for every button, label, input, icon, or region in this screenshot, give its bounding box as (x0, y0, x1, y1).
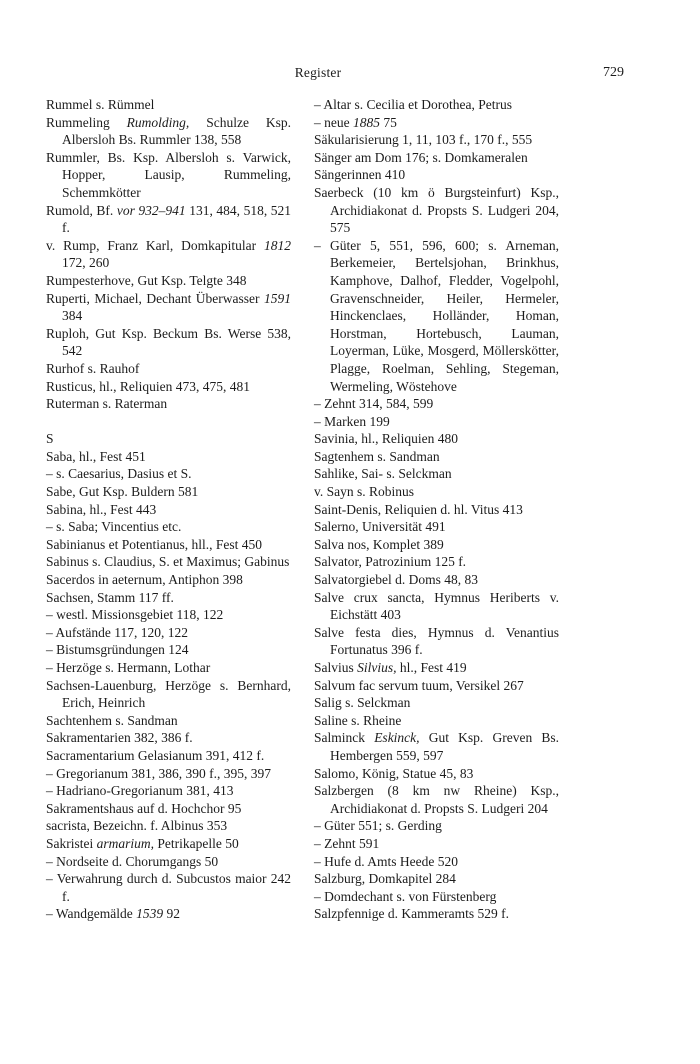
entry-text: Salva nos, Komplet 389 (314, 536, 444, 552)
entry-italic: armarium, (96, 835, 155, 851)
entry-text: Ruterman s. Raterman (46, 396, 168, 412)
index-entry (314, 536, 559, 554)
entry-italic: 1591 (264, 290, 291, 306)
entry-text: – Herzöge s. Hermann, Lothar (46, 660, 211, 675)
index-entry (46, 202, 291, 237)
page-number: 729 (603, 65, 624, 80)
entry-italic: Silvius, (357, 660, 397, 675)
index-entry (46, 483, 291, 501)
entry-text: Sänger am Dom 176; s. Domkameralen (314, 149, 528, 165)
index-entry (314, 430, 559, 448)
index-entry (46, 553, 291, 571)
index-entry (46, 501, 291, 519)
entry-text: Sabinus s. Claudius, S. et Maximus; Gabinus (46, 554, 290, 570)
entry-text: Sachsen-Lauenburg, Herzöge s. Bernhard, Erich, Heinrich (46, 677, 291, 711)
entry-text-after: Schulze Ksp. Albersloh Bs. Rummler 138, 558 (62, 114, 291, 148)
entry-text-after: hl., Fest 419 (396, 660, 467, 675)
index-entry (46, 606, 291, 624)
entry-text: Sängerinnen 410 (314, 167, 406, 183)
index-entry (314, 395, 559, 413)
index-entry (314, 677, 559, 695)
entry-text: Rummeling (46, 114, 127, 130)
entry-italic: 1812 (264, 237, 291, 253)
entry-text: – Güter 551; s. Gerding (314, 818, 442, 834)
entry-text: Sagtenhem s. Sandman (314, 448, 440, 464)
entry-text: Sacramentarium Gelasianum 391, 412 f. (46, 747, 265, 763)
entry-text: Saint-Denis, Reliquien d. hl. Vitus 413 (314, 501, 523, 517)
index-entry (46, 905, 291, 923)
entry-text: – Aufstände 117, 120, 122 (46, 624, 188, 640)
entry-text: Sakramentshaus auf d. Hochchor 95 (46, 800, 242, 816)
entry-text: Salzpfennige d. Kammeramts 529 f. (314, 906, 509, 922)
index-entry (314, 131, 559, 149)
index-entry (46, 272, 291, 290)
index-entry (46, 641, 291, 659)
entry-text: sacrista, Bezeichn. f. Albinus 353 (46, 818, 228, 834)
index-entry (314, 553, 559, 571)
index-entry (314, 96, 559, 114)
index-entry (46, 765, 291, 783)
index-entry (314, 729, 559, 764)
index-entry (314, 149, 559, 167)
entry-text: Rummler, Bs. Ksp. Albersloh s. Varwick, Hopper, Lausip, Rummeling, Schemmkötter (46, 149, 291, 200)
index-entry (46, 870, 291, 905)
index-entry (46, 448, 291, 466)
entry-text: Salve festa dies, Hymnus d. Venantius Fortunatus 396 f. (314, 624, 559, 658)
entry-text: Rurhof s. Rauhof (46, 360, 140, 376)
entry-text: Rumold, Bf. (46, 202, 117, 218)
entry-text: Rumpesterhove, Gut Ksp. Telgte 348 (46, 272, 247, 288)
entry-text: Sabina, hl., Fest 443 (46, 501, 157, 517)
index-entry (314, 853, 559, 871)
entry-text: Salerno, Universität 491 (314, 519, 446, 535)
index-entry (46, 360, 291, 378)
entry-text: – Gregorianum 381, 386, 390 f., 395, 397 (46, 765, 271, 781)
entry-text: Salig s. Selckman (314, 695, 411, 711)
index-entry (46, 395, 291, 413)
index-entry (314, 114, 559, 132)
entry-italic: vor 932–941 (116, 202, 186, 218)
entry-text: Salvatorgiebel d. Doms 48, 83 (314, 572, 478, 588)
index-entry (46, 817, 291, 835)
entry-text: Sakristei (46, 835, 97, 851)
running-header: Register (294, 65, 342, 80)
index-entry (314, 465, 559, 483)
entry-text: Sabe, Gut Ksp. Buldern 581 (46, 484, 199, 500)
index-entry (46, 747, 291, 765)
index-entry (314, 589, 559, 624)
entry-text-after: 384 (62, 308, 83, 324)
index-entry (314, 765, 559, 783)
entry-text: Ruploh, Gut Ksp. Beckum Bs. Werse 538, 542 (46, 325, 291, 359)
index-entry (46, 712, 291, 730)
entry-text-after: Petrikapelle 50 (154, 835, 239, 851)
index-entry (46, 659, 291, 677)
index-entry (314, 712, 559, 730)
index-entry (314, 571, 559, 589)
index-entry (46, 536, 291, 554)
entry-text: Salvator, Patrozinium 125 f. (314, 554, 467, 570)
entry-text: Sachsen, Stamm 117 ff. (46, 589, 174, 605)
index-entry (46, 782, 291, 800)
index-entry (314, 184, 559, 237)
entry-italic: Rumolding, (126, 114, 190, 130)
entry-text: Salminck (314, 730, 375, 746)
entry-text: Salzbergen (8 km nw Rheine) Ksp., Archidiakonat d. Propsts S. Ludgeri 204 (314, 783, 559, 816)
index-entry (46, 835, 291, 853)
index-entry (314, 835, 559, 853)
entry-text: – Zehnt 591 (314, 835, 380, 851)
index-entry (46, 290, 291, 325)
entry-text: v. Rump, Franz Karl, Domkapitular (46, 237, 264, 253)
index-entry (46, 114, 291, 149)
entry-text-after: 92 (163, 906, 181, 922)
entry-text: – s. Saba; Vincentius etc. (46, 519, 182, 535)
entry-text-after: 75 (379, 114, 397, 130)
index-column-left (46, 96, 291, 923)
entry-text: Saline s. Rheine (314, 712, 402, 728)
index-entry (314, 166, 559, 184)
entry-text: – westl. Missionsgebiet 118, 122 (46, 607, 224, 623)
entry-text: Savinia, hl., Reliquien 480 (314, 431, 458, 447)
index-entry (46, 853, 291, 871)
entry-italic: Eskinck, (374, 730, 420, 746)
index-entry (314, 782, 559, 817)
entry-text: – Marken 199 (314, 413, 390, 429)
entry-text-after: 131, 484, 518, 521 f. (62, 202, 292, 236)
entry-text: Salvius (314, 660, 358, 675)
index-entry (46, 589, 291, 607)
index-entry (314, 694, 559, 712)
entry-text: – s. Caesarius, Dasius et S. (46, 466, 192, 482)
index-entry (314, 483, 559, 501)
index-entry (46, 677, 291, 712)
entry-text-after: Gut Ksp. Greven Bs. Hembergen 559, 597 (330, 730, 559, 763)
entry-text: Ruperti, Michael, Dechant Überwasser (46, 290, 264, 306)
entry-text: – Nordseite d. Chorumgangs 50 (46, 853, 219, 869)
entry-italic: 1539 (136, 906, 164, 922)
entry-text: Sahlike, Sai- s. Selckman (314, 466, 452, 482)
index-entry (314, 888, 559, 906)
index-entry (46, 571, 291, 589)
index-entry (314, 817, 559, 835)
index-entry (46, 325, 291, 360)
index-entry (46, 149, 291, 202)
entry-text: Rusticus, hl., Reliquien 473, 475, 481 (46, 378, 250, 394)
index-entry (46, 729, 291, 747)
entry-text: Salomo, König, Statue 45, 83 (314, 765, 474, 781)
entry-text: Säkularisierung 1, 11, 103 f., 170 f., 555 (314, 132, 533, 148)
index-entry (46, 800, 291, 818)
entry-text: Rummel s. Rümmel (46, 97, 155, 112)
entry-text: – neue (314, 114, 353, 130)
index-entry (314, 413, 559, 431)
entry-text: Saerbeck (10 km ö Burgsteinfurt) Ksp., Archidiakonat d. Propsts S. Ludgeri 204, 575 (314, 184, 559, 236)
entry-text-after: 172, 260 (62, 255, 110, 271)
index-entry (314, 905, 559, 923)
index-entry (314, 624, 559, 659)
entry-text: – Wandgemälde (46, 906, 137, 922)
index-entry (314, 237, 559, 395)
index-entry (314, 659, 559, 677)
entry-text: – Güter 5, 551, 596, 600; s. Arneman, Berkemeier, Bertelsjohan, Brinkhus, Kamphove, Dalhof, Fledder, Vogelpohl, Gravenschneider, Heiler, Hermeler, Hinckenclaes, Holländer, Homan, Horstman, Hortebusch, Lauman, Loyerman, Lüke, Mosgerd, Möllerskötter, Plagge, Roelman, Sehling, Stegeman, Wermeling, Wöstehove (314, 237, 559, 394)
entry-text: – Domdechant s. von Fürstenberg (314, 888, 497, 904)
index-entry (314, 518, 559, 536)
index-entry (314, 870, 559, 888)
entry-text: Sabinianus et Potentianus, hll., Fest 450 (46, 536, 262, 552)
index-entry (46, 465, 291, 483)
index-entry (314, 501, 559, 519)
entry-text: – Altar s. Cecilia et Dorothea, Petrus (314, 97, 512, 112)
section-gap (46, 413, 291, 431)
index-entry (46, 378, 291, 396)
index-column-right (314, 96, 559, 923)
entry-text: – Zehnt 314, 584, 599 (314, 396, 434, 412)
entry-text: Sachtenhem s. Sandman (46, 712, 178, 728)
entry-text: S (46, 431, 54, 447)
index-entry (46, 518, 291, 536)
entry-text: – Verwahrung durch d. Subcustos maior 242 f. (46, 871, 291, 904)
index-entry (46, 96, 291, 114)
entry-text: v. Sayn s. Robinus (314, 484, 415, 500)
entry-text: – Bistumsgründungen 124 (46, 642, 189, 658)
index-entry (46, 624, 291, 642)
entry-text: Sacerdos in aeternum, Antiphon 398 (46, 572, 243, 588)
entry-text: – Hadriano-Gregorianum 381, 413 (46, 783, 234, 799)
entry-text: – Hufe d. Amts Heede 520 (314, 853, 458, 869)
index-entry (46, 237, 291, 272)
index-entry (46, 430, 291, 448)
index-entry (314, 448, 559, 466)
entry-text: Sakramentarien 382, 386 f. (46, 730, 193, 746)
entry-text: Salve crux sancta, Hymnus Heriberts v. Eichstätt 403 (314, 589, 559, 623)
entry-text: Salzburg, Domkapitel 284 (314, 871, 456, 887)
entry-text: Salvum fac servum tuum, Versikel 267 (314, 677, 524, 693)
entry-text: Saba, hl., Fest 451 (46, 448, 146, 464)
entry-italic: 1885 (352, 114, 380, 130)
